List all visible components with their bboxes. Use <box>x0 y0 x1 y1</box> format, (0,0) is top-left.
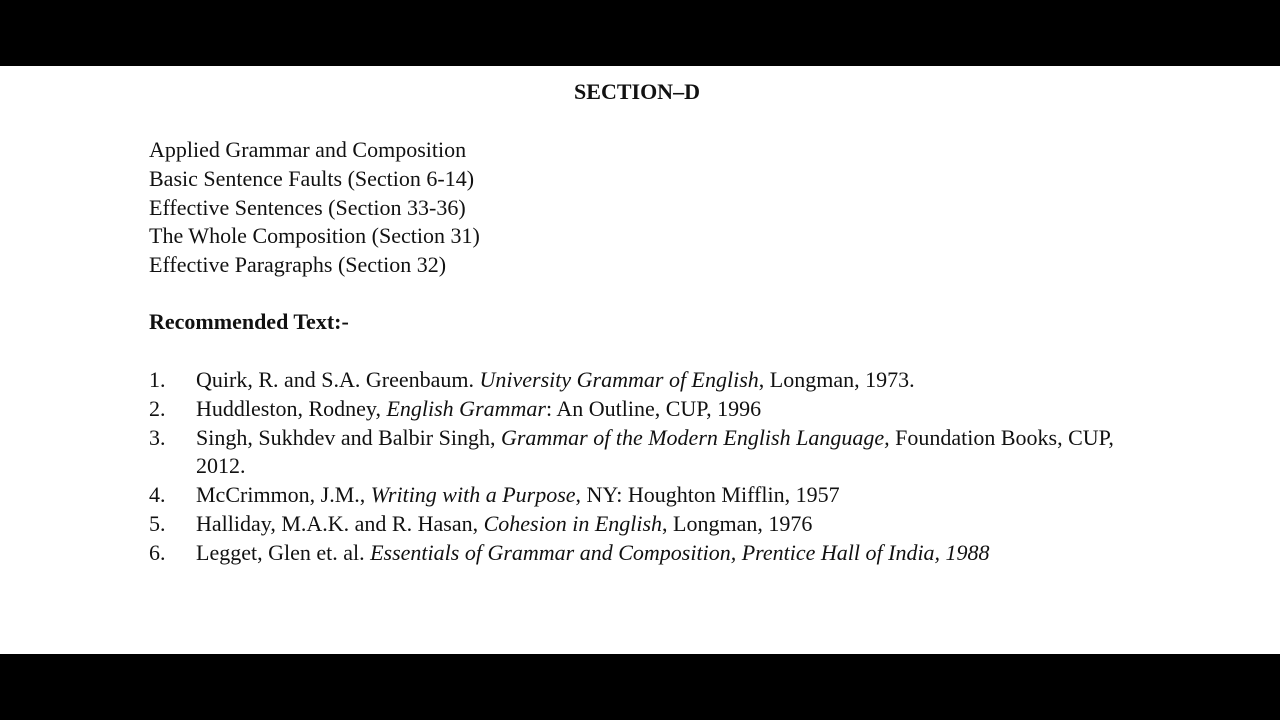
document-page <box>0 66 1280 654</box>
reference-publisher: , Longman, 1976 <box>662 510 813 536</box>
topic-item: Applied Grammar and Composition <box>149 137 467 162</box>
reference-publisher: : An Outline, CUP, 1996 <box>545 395 762 421</box>
reference-number: 2. <box>149 395 166 421</box>
reference-title: English Grammar <box>386 395 546 421</box>
reference-authors: Legget, Glen et. al. <box>196 539 371 565</box>
reference-authors: Singh, Sukhdev and Balbir Singh, <box>196 424 501 450</box>
reference-text <box>196 424 1139 482</box>
reference-publisher: , NY: Houghton Mifflin, 1957 <box>575 482 840 508</box>
reference-text <box>196 510 1139 539</box>
reference-title: Essentials of Grammar and Composition, Prentice Hall of India, 1988 <box>370 539 990 565</box>
reference-number: 3. <box>149 424 166 450</box>
reference-authors: Halliday, M.A.K. and R. Hasan, <box>196 510 484 536</box>
topic-item: Effective Paragraphs (Section 32) <box>149 252 447 278</box>
reference-item <box>149 366 1139 395</box>
reference-item <box>149 539 1139 568</box>
reference-title: Cohesion in English <box>483 510 663 536</box>
reference-authors: McCrimmon, J.M., <box>196 482 371 508</box>
reference-item <box>149 424 1139 482</box>
reference-item <box>149 481 1139 510</box>
reference-text <box>196 366 1139 395</box>
topic-item: Basic Sentence Faults (Section 6-14) <box>149 165 475 191</box>
reference-number: 6. <box>149 539 166 565</box>
reference-publisher: , Longman, 1973. <box>758 367 915 392</box>
reference-title: University Grammar of English <box>479 367 759 392</box>
recommended-text-heading: Recommended Text:- <box>149 309 349 334</box>
reference-item <box>149 510 1139 539</box>
reference-authors: Quirk, R. and S.A. Greenbaum. <box>196 367 480 392</box>
reference-item <box>149 395 1139 424</box>
reference-number: 4. <box>149 482 166 508</box>
topic-item: The Whole Composition (Section 31) <box>149 223 480 249</box>
reference-number: 1. <box>149 367 166 392</box>
reference-number: 5. <box>149 510 166 536</box>
reference-text <box>196 481 1139 510</box>
reference-text <box>196 539 1139 568</box>
reference-text <box>196 395 1139 424</box>
reference-publisher: Foundation Books, CUP, 2012. <box>196 424 1114 479</box>
reference-authors: Huddleston, Rodney, <box>196 395 387 421</box>
section-title: SECTION–D <box>574 79 700 104</box>
reference-list <box>149 366 1139 568</box>
reference-title: Grammar of the Modern English Language, <box>500 424 890 450</box>
topic-list <box>149 136 480 280</box>
reference-title: Writing with a Purpose <box>370 482 576 508</box>
topic-item: Effective Sentences (Section 33-36) <box>149 194 466 220</box>
